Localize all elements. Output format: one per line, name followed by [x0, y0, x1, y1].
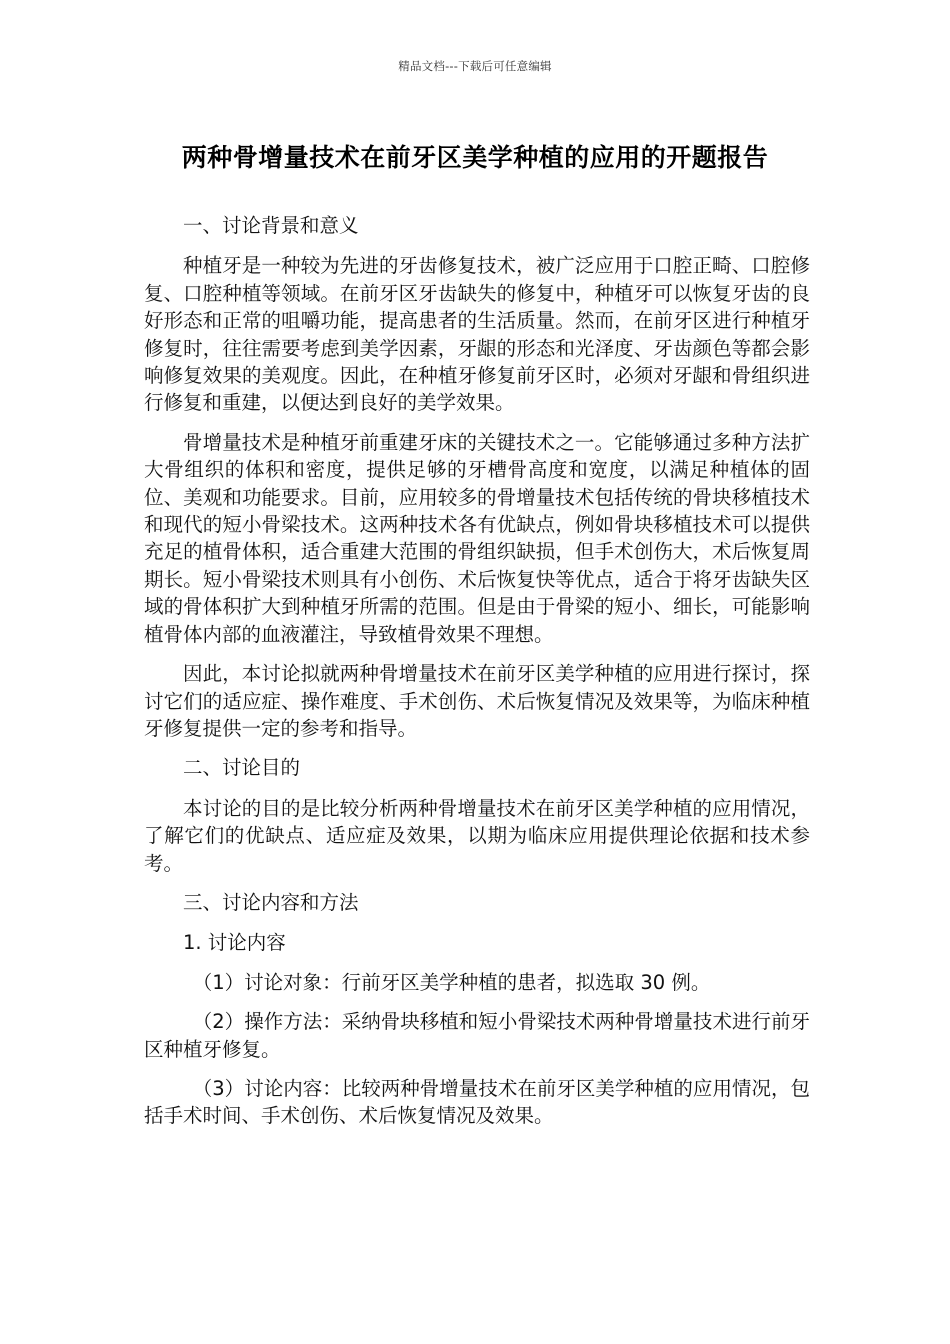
document-body: [144, 212, 810, 1142]
section-heading-methods: 三、讨论内容和方法: [183, 890, 359, 914]
header-note: 精品文档---下载后可任意编辑: [398, 59, 552, 73]
list-item-study-content: （3）讨论内容：比较两种骨增量技术在前牙区美学种植的应用情况，包括手术时间、手术创伤、术后恢复情况及效果。: [144, 1076, 810, 1128]
paragraph-purpose: 本讨论的目的是比较分析两种骨增量技术在前牙区美学种植的应用情况，了解它们的优缺点、适应症及效果，以期为临床应用提供理论依据和技术参考。: [144, 796, 810, 875]
paragraph-background-3: 因此，本讨论拟就两种骨增量技术在前牙区美学种植的应用进行探讨，探讨它们的适应症、操作难度、手术创伤、术后恢复情况及效果等，为临床种植牙修复提供一定的参考和指导。: [144, 662, 810, 740]
paragraph-background-1: 种植牙是一种较为先进的牙齿修复技术，被广泛应用于口腔正畸、口腔修复、口腔种植等领域。在前牙区牙齿缺失的修复中，种植牙可以恢复牙齿的良好形态和正常的咀嚼功能，提高患者的生活质量。然而，在前牙区进行种植牙修复时，往往需要考虑到美学因素，牙龈的形态和光泽度、牙齿颜色等都会影响修复效果的美观度。因此，在种植牙修复前牙区时，必须对牙龈和骨组织进行修复和重建，以便达到良好的美学效果。: [144, 254, 810, 415]
document-title: 两种骨增量技术在前牙区美学种植的应用的开题报告: [181, 143, 769, 172]
section-heading-background: 一、讨论背景和意义: [183, 214, 359, 237]
section-heading-purpose: 二、讨论目的: [183, 756, 301, 780]
list-item-subjects: （1）讨论对象：行前牙区美学种植的患者，拟选取 30 例。: [192, 970, 711, 994]
paragraph-background-2: 骨增量技术是种植牙前重建牙床的关键技术之一。它能够通过多种方法扩大骨组织的体积和密度，提供足够的牙槽骨高度和宽度，以满足种植体的固位、美观和功能要求。目前，应用较多的骨增量技术包括传统的骨块移植技术和现代的短小骨梁技术。这两种技术各有优缺点，例如骨块移植技术可以提供充足的植骨体积，适合重建大范围的骨组织缺损，但手术创伤大，术后恢复周期长。短小骨梁技术则具有小创伤、术后恢复快等优点，适合于将牙齿缺失区域的骨体积扩大到种植牙所需的范围。但是由于骨梁的短小、细长，可能影响植骨体内部的血液灌注，导致植骨效果不理想。: [144, 430, 810, 646]
list-item-operation: （2）操作方法：采纳骨块移植和短小骨梁技术两种骨增量技术进行前牙区种植牙修复。: [144, 1010, 810, 1061]
subheading-content: 1. 讨论内容: [183, 931, 286, 955]
